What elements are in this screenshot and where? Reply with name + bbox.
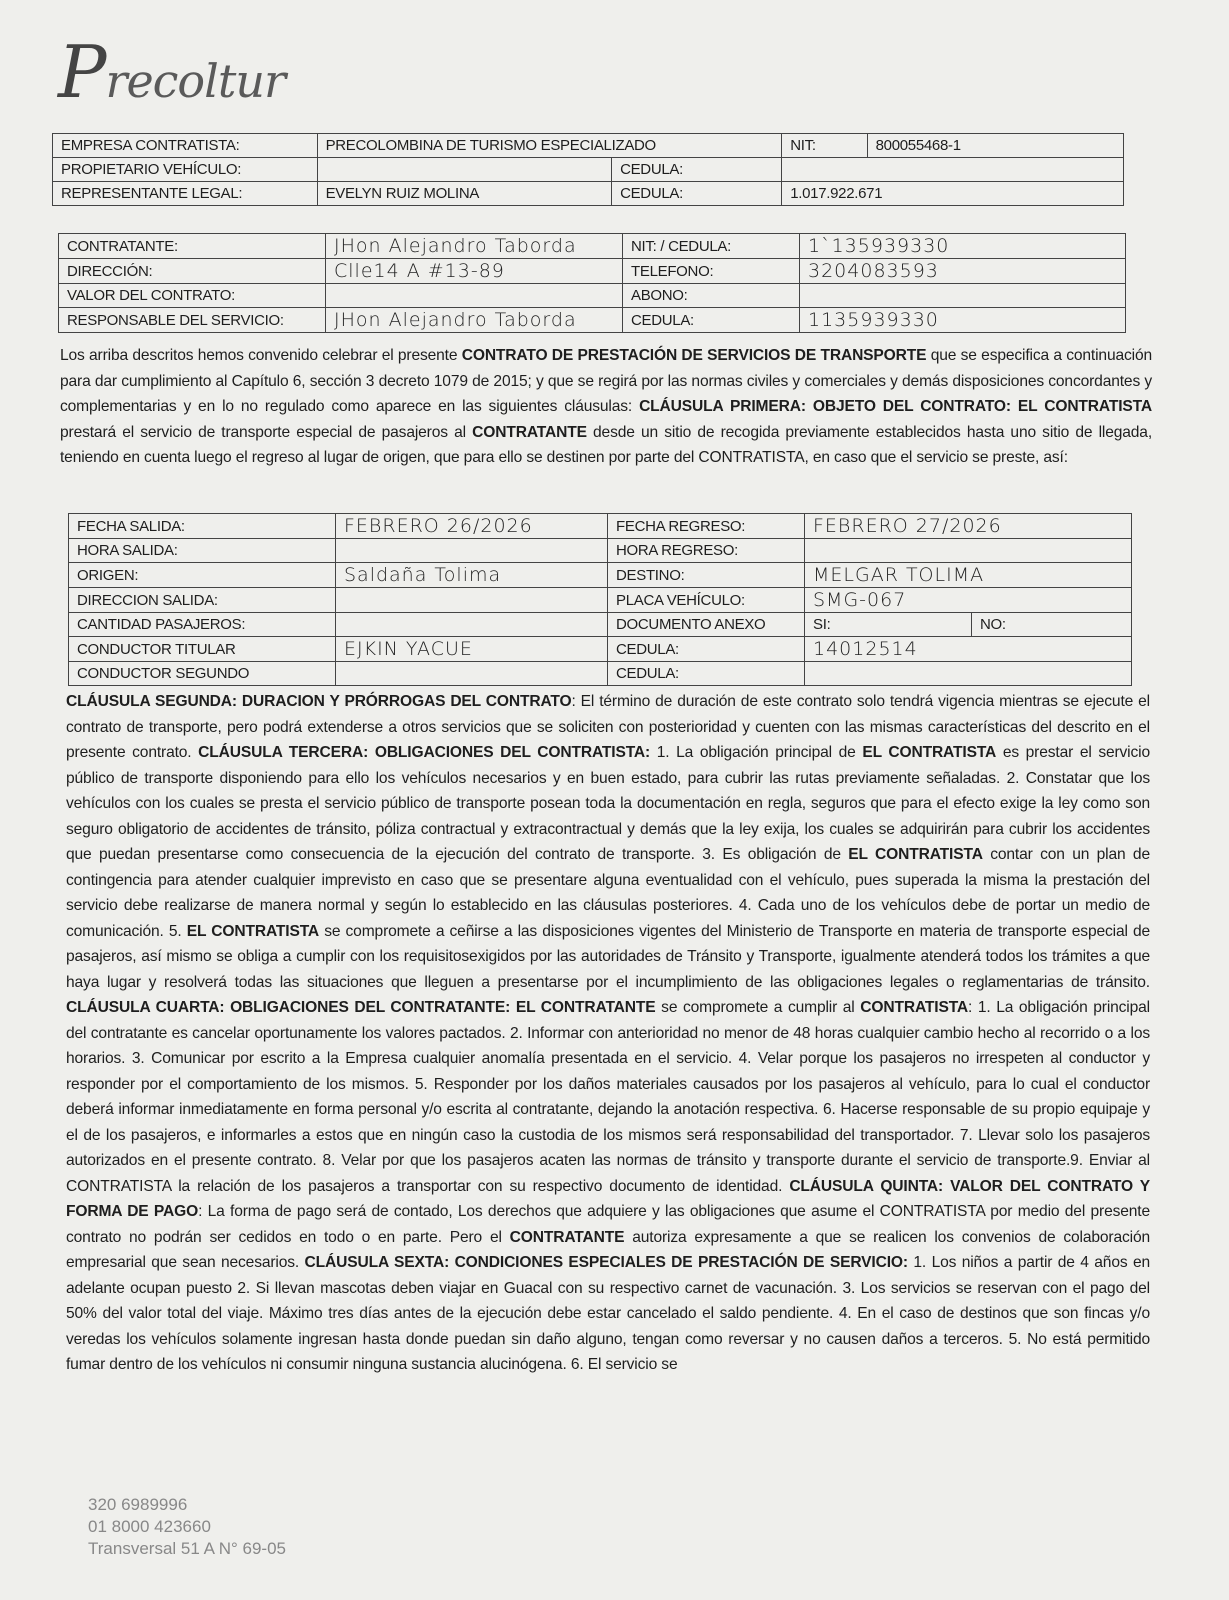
direccion-salida-value xyxy=(336,588,608,613)
footer-address: Transversal 51 A N° 69-05 xyxy=(88,1539,286,1558)
bold-heading-text: CLÁUSULA QUINTA: VALOR DEL CONTRATO Y FORMA DE PAGO xyxy=(66,1177,1150,1220)
hora-salida-value xyxy=(336,539,608,563)
bold-heading-text: CONTRATANTE xyxy=(472,423,587,441)
body-text: Los arriba descritos hemos convenido celebrar el presente xyxy=(60,347,462,364)
bold-heading-text: CONTRATANTE xyxy=(509,1228,625,1246)
hora-salida-label: HORA SALIDA: xyxy=(69,539,336,563)
body-text: contar con un plan de contingencia para atender cualquier imprevisto en caso que se presentare alguna eventualidad con el vehículo, pues superada la misma la prestación del servicio debe realizarse de manera normal y según lo establecido en las cláusulas posteriores. 4. Cada uno de los vehículos debe de portar un medio de comunicación. 5. xyxy=(66,846,1150,940)
fecha-salida-label: FECHA SALIDA: xyxy=(69,514,336,539)
bold-heading-text: EL CONTRATISTA xyxy=(862,744,997,761)
body-text: : La forma de pago será de contado, Los derechos que adquiere y las obligaciones que asume el CONTRATISTA por medio del presente contrato no podrán ser cedidos en todo o en parte. Pero el xyxy=(66,1203,1150,1246)
body-text: que se especifica a continuación para dar cumplimiento al Capítulo 6, sección 3 decreto 1079 de 2015; y que se regirá por las normas civiles y comerciales y demás disposiciones concordantes y complementarias y en lo no regulado como aparece en las siguientes cláusulas: xyxy=(60,347,1152,415)
body-text: 1. Los niños a partir de 4 años en adelante ocupan puesto 2. Si llevan mascotas deben viajar en Guacal con su respectivo carnet de vacunación. 3. Los servicios se reservan con el pago del 50% del valor total del viaje. Máximo tres días antes de la ejecución debe estar cancelado el saldo pendiente. 4. En el caso de destinos que son fincas y/o veredas los vehículos solamente ingresan hasta donde puedan sin daño alguno, tengan como reversar y no causen daños a terceros. 5. No está permitido fumar dentro de los vehículos ni consumir ninguna sustancia alucinógena. 6. El servicio se xyxy=(66,1254,1150,1373)
body-text: 1. La obligación principal de xyxy=(650,744,863,761)
destino-label: DESTINO: xyxy=(608,563,805,588)
propietario-cedula-value xyxy=(782,158,1124,182)
responsable-cedula-value: 1135939330 xyxy=(800,308,1126,333)
fecha-regreso-value: FEBRERO 27/2026 xyxy=(805,514,1132,539)
propietario-value xyxy=(317,158,612,182)
cantidad-label: CANTIDAD PASAJEROS: xyxy=(69,613,336,637)
propietario-cedula-label: CEDULA: xyxy=(612,158,782,182)
fecha-salida-value: FEBRERO 26/2026 xyxy=(336,514,608,539)
direccion-value: Clle14 A #13-89 xyxy=(326,259,623,284)
responsable-value: JHon Alejandro Taborda xyxy=(326,308,623,333)
company-table xyxy=(52,133,1124,206)
cedula1-value: 14012514 xyxy=(805,637,1132,662)
cedula2-value xyxy=(805,662,1132,686)
origen-label: ORIGEN: xyxy=(69,563,336,588)
cedula2-label: CEDULA: xyxy=(608,662,805,686)
body-text: : 1. La obligación principal del contratante es cancelar oportunamente los valores pactados. 2. Informar con anterioridad no menor de 48 horas cualquier cambio hecho al recorrido o a los horarios. 3. Comunicar por escrito a la Empresa cualquier anomalía presentada en el servicio. 4. Velar porque los pasajeros no irrespeten al conductor y responder por el comportamiento de los mismos. 5. Responder por los daños materiales causados por los pasajeros al vehículo, para lo cual el conductor deberá informar inmediatamente en forma personal y/o escrita al contratante, dejando la anotación respectiva. 6. Hacerse responsable de su propio equipaje y el de los pasajeros, e informarles a estos que en ningún caso la custodia de los mismos será responsabilidad del transportador. 7. Llevar solo los pasajeros autorizados en el presente contrato. 8. Velar por que los pasajeros acaten las normas de tránsito y transporte durante el servicio de transporte.9. Enviar al CONTRATISTA la relación de los pasajeros a transportar con su respectivo documento de identidad. xyxy=(66,999,1150,1195)
representante-label: REPRESENTANTE LEGAL: xyxy=(53,182,318,206)
contratante-value: JHon Alejandro Taborda xyxy=(326,234,623,259)
bold-heading-text: CLÁUSULA TERCERA: OBLIGACIONES DEL CONTRATISTA: xyxy=(198,744,651,761)
telefono-label: TELEFONO: xyxy=(623,259,800,284)
representante-value: EVELYN RUIZ MOLINA xyxy=(317,182,612,206)
bold-heading-text: CLÁUSULA SEGUNDA: DURACION Y PRÓRROGAS DEL CONTRATO xyxy=(66,693,572,710)
valor-value xyxy=(326,284,623,308)
hora-regreso-label: HORA REGRESO: xyxy=(608,539,805,563)
hora-regreso-value xyxy=(805,539,1132,563)
abono-value xyxy=(800,284,1126,308)
telefono-value: 3204083593 xyxy=(800,259,1126,284)
bold-heading-text: CLÁUSULA PRIMERA: OBJETO DEL CONTRATO: EL CONTRATISTA xyxy=(639,398,1153,415)
cantidad-value xyxy=(336,613,608,637)
bold-heading-text: CONTRATISTA xyxy=(860,999,969,1016)
si-label: SI: xyxy=(805,613,972,637)
bold-heading-text: EL CONTRATISTA xyxy=(848,846,983,863)
body-text: se compromete a ceñirse a las disposiciones vigentes del Ministerio de Transporte en materia de transporte especial de pasajeros, así mismo se obliga a cumplir con los requisitosexigidos por las autoridades de Tránsito y Transporte, igualmente atenderá todos los trámites a que haya lugar y resolverá todas las situaciones que lleguen a presentarse por el incumplimiento de las obligaciones legales o reglamentarias de tránsito. xyxy=(66,922,1151,991)
responsable-label: RESPONSABLE DEL SERVICIO: xyxy=(59,308,326,333)
bold-heading-text: CLÁUSULA SEXTA: CONDICIONES ESPECIALES DE PRESTACIÓN DE SERVICIO: xyxy=(304,1254,908,1271)
footer-contact xyxy=(88,1494,286,1560)
empresa-value: PRECOLOMBINA DE TURISMO ESPECIALIZADO xyxy=(317,134,782,158)
footer-phone: 320 6989996 xyxy=(88,1495,188,1514)
body-text: : El término de duración de este contrato solo tendrá vigencia mientras se ejecute el contrato de transporte, pero podrá extenderse a otros servicios que se soliciten con posterioridad y cuenten con las mismas características del descrito en el presente contrato. xyxy=(66,693,1150,761)
conductor-segundo-value xyxy=(336,662,608,686)
origen-value: Saldaña Tolima xyxy=(336,563,608,588)
no-label: NO: xyxy=(972,613,1132,637)
direccion-salida-label: DIRECCION SALIDA: xyxy=(69,588,336,613)
conductor-segundo-label: CONDUCTOR SEGUNDO xyxy=(69,662,336,686)
nit-cedula-value: 1`135939330 xyxy=(800,234,1126,259)
nit-value: 800055468-1 xyxy=(867,134,1123,158)
fecha-regreso-label: FECHA REGRESO: xyxy=(608,514,805,539)
intro-paragraph xyxy=(60,343,1152,471)
representante-cedula-label: CEDULA: xyxy=(612,182,782,206)
valor-label: VALOR DEL CONTRATO: xyxy=(59,284,326,308)
empresa-label: EMPRESA CONTRATISTA: xyxy=(53,134,318,158)
representante-cedula-value: 1.017.922.671 xyxy=(782,182,1124,206)
destino-value: MELGAR TOLIMA xyxy=(805,563,1132,588)
company-logo: Precoltur xyxy=(58,30,285,114)
footer-toll-free: 01 8000 423660 xyxy=(88,1517,211,1536)
client-table xyxy=(58,233,1126,333)
nit-cedula-label: NIT: / CEDULA: xyxy=(623,234,800,259)
clauses-paragraph xyxy=(66,689,1150,1378)
conductor-titular-value: EJKIN YACUE xyxy=(336,637,608,662)
body-text: autoriza expresamente a que se realicen los convenios de colaboración empresarial que sean necesarios. xyxy=(66,1228,1150,1271)
body-text: se compromete a cumplir al xyxy=(655,999,861,1016)
conductor-titular-label: CONDUCTOR TITULAR xyxy=(69,637,336,662)
contratante-label: CONTRATANTE: xyxy=(59,234,326,259)
body-text: es prestar el servicio público de transporte disponiendo para ello los vehículos necesarios y en buen estado, para cubrir las rutas previamente señaladas. 2. Constatar que los vehículos con los cuales se presta el servicio público de transporte posean toda la documentación en regla, seguros que para el efecto exige la ley como son seguro obligatorio de accidentes de tránsito, póliza contractual y extracontractual y demás que la ley exija, los cuales se adquirirán para cubrir los accidentes que puedan presentarse como consecuencia de la ejecución del contrato de transporte. 3. Es obligación de xyxy=(66,744,1150,863)
nit-label: NIT: xyxy=(782,134,867,158)
placa-label: PLACA VEHÍCULO: xyxy=(608,588,805,613)
body-text: desde un sitio de recogida previamente establecidos hasta uno sitio de llegada, teniendo en cuenta luego el regreso al lugar de origen, que para ello se destinen por parte del CONTRATISTA, en caso que el servicio se preste, así: xyxy=(60,423,1153,466)
abono-label: ABONO: xyxy=(623,284,800,308)
propietario-label: PROPIETARIO VEHÍCULO: xyxy=(53,158,318,182)
bold-heading-text: CLÁUSULA CUARTA: OBLIGACIONES DEL CONTRATANTE: EL CONTRATANTE xyxy=(66,999,656,1016)
responsable-cedula-label: CEDULA: xyxy=(623,308,800,333)
direccion-label: DIRECCIÓN: xyxy=(59,259,326,284)
bold-heading-text: EL CONTRATISTA xyxy=(186,922,320,940)
placa-value: SMG-067 xyxy=(805,588,1132,613)
documento-label: DOCUMENTO ANEXO xyxy=(608,613,805,637)
bold-heading-text: CONTRATO DE PRESTACIÓN DE SERVICIOS DE TRANSPORTE xyxy=(461,347,927,364)
trip-table xyxy=(68,513,1132,686)
cedula1-label: CEDULA: xyxy=(608,637,805,662)
body-text: prestará el servicio de transporte especial de pasajeros al xyxy=(60,423,473,441)
